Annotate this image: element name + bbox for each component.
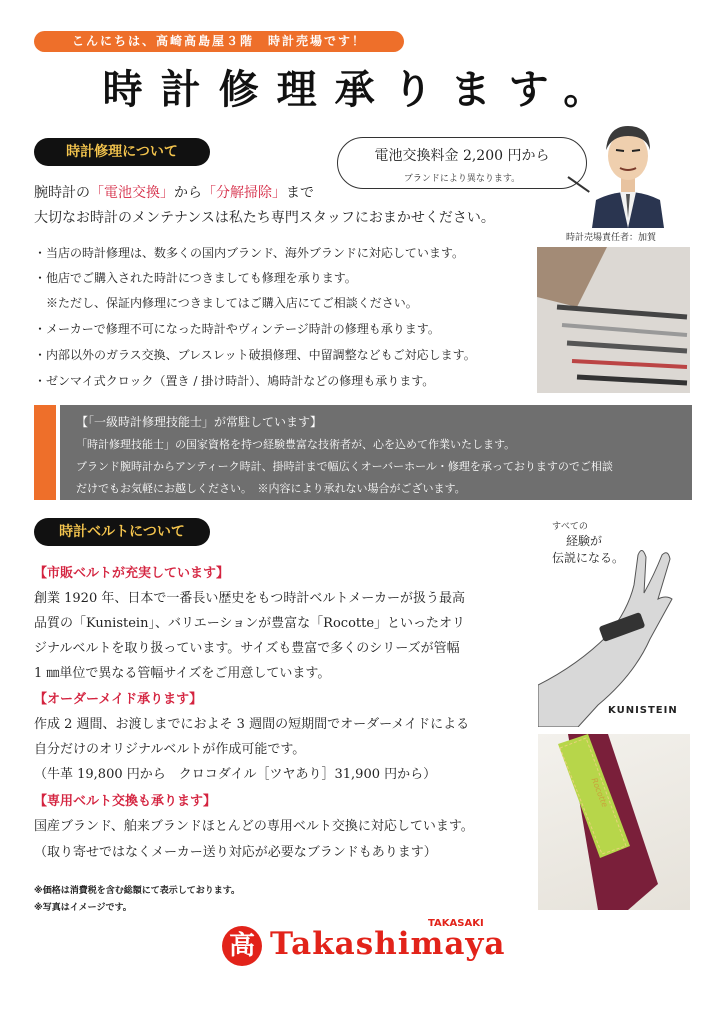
belt-text: 1 ㎜単位で異なる管幅サイズをご用意しています。 (34, 666, 331, 681)
kunistein-ad-photo (538, 515, 690, 727)
battery-highlight: 「電池交換」 (90, 185, 174, 201)
takashimaya-logo (222, 918, 512, 974)
repair-bullet: ・内部以外のガラス交換、ブレスレット破損修理、中留調整などもご対応します。 (34, 348, 476, 362)
repair-bullet: ・メーカーで修理不可になった時計やヴィンテージ時計の修理も承ります。 (34, 322, 440, 336)
greeting-banner: こんにちは、高崎高島屋３階 時計売場です！ (34, 31, 404, 52)
belt-price-text: （牛革 19,800 円から クロコダイル［ツヤあり］31,900 円から） (34, 767, 437, 782)
manager-caption: 時計売場責任者：加賀 (566, 233, 657, 243)
kunistein-logo: KUNISTEIN (608, 705, 678, 716)
takashimaya-mark-icon: 高 (222, 926, 262, 966)
ad-copy: すべての (552, 522, 588, 532)
ad-copy: 伝説になる。 (552, 551, 625, 565)
belt-text: 品質の「Kunistein」、バリエーションが豊富な「Rocotte」といったオリ (34, 616, 466, 631)
repair-bullet: ・他店でご購入された時計につきましても修理を承ります。 (34, 271, 357, 285)
hand-illustration (538, 515, 690, 727)
belt-text: 作成 2 週間、お渡しまでにおよそ 3 週間の短期間でオーダーメイドによる (34, 717, 470, 732)
notice-line: ブランド腕時計からアンティーク時計、掛時計まで幅広くオーバーホール・修理を承っておりますのでご相談 (76, 460, 613, 473)
footnote: ※価格は消費税を含む総額にて表示しております。 (34, 886, 241, 896)
takasaki-label: TAKASAKI (428, 918, 484, 929)
footnote: ※写真はイメージです。 (34, 903, 132, 913)
notice-accent-bar (34, 405, 56, 500)
price-note: ブランドにより異なります。 (403, 174, 521, 184)
strap-illustration (538, 734, 690, 910)
manager-caricature-image (590, 118, 666, 228)
belt-subheading-dedicated: 【専用ベルト交換も承ります】 (34, 794, 217, 809)
notice-box (60, 405, 692, 500)
belt-subheading-retail: 【市販ベルトが充実しています】 (34, 566, 230, 581)
belt-text: （取り寄せではなくメーカー送り対応が必要なブランドもあります） (34, 845, 437, 860)
belt-text: 自分だけのオリジナルベルトが作成可能です。 (34, 742, 306, 757)
belt-subheading-custom: 【オーダーメイド承ります】 (34, 692, 203, 707)
intro-text: 腕時計の (34, 185, 90, 201)
repair-tools-photo (537, 247, 690, 393)
battery-price: 電池交換料金 2,200 円から (374, 148, 550, 164)
rocotte-strap-photo (538, 734, 690, 910)
belt-text: 国産ブランド、舶来ブランドほとんどの専用ベルト交換に対応しています。 (34, 819, 474, 834)
repair-bullet: ・ゼンマイ式クロック（置き / 掛け時計）、鳩時計などの修理も承ります。 (34, 374, 435, 388)
belt-text: 創業 1920 年、日本で一番長い歴史をもつ時計ベルトメーカーが扱う最高 (34, 591, 465, 606)
belt-text: ジナルベルトを取り扱っています。サイズも豊富で多くのシリーズが管幅 (34, 641, 460, 656)
notice-line: 「時計修理技能士」の国家資格を持つ経験豊富な技術者が、心を込めて作業いたします。 (76, 438, 516, 451)
repair-section-badge: 時計修理について (34, 138, 210, 166)
repair-bullet: ・当店の時計修理は、数多くの国内ブランド、海外ブランドに対応しています。 (34, 246, 464, 260)
takashimaya-wordmark: Takashimaya (270, 926, 506, 962)
price-speech-bubble (337, 137, 587, 189)
page-title: 時計修理承ります。 (102, 66, 622, 113)
intro-line-2: 大切なお時計のメンテナンスは私たち専門スタッフにおまかせください。 (34, 210, 495, 226)
rocotte-logo: Rocotte (589, 776, 610, 809)
intro-line-1 (34, 182, 314, 202)
intro-text: から (174, 185, 202, 201)
notice-line: だけでもお気軽にお越しください。 ※内容により承れない場合がございます。 (76, 482, 466, 495)
overhaul-highlight: 「分解掃除」 (202, 185, 286, 201)
intro-text: まで (286, 185, 314, 201)
repair-bullet-note: ※ただし、保証内修理につきましてはご購入店にてご相談ください。 (34, 296, 418, 310)
ad-copy: 経験が (566, 534, 603, 548)
notice-heading: 【「一級時計修理技能士」が常駐しています】 (76, 415, 323, 429)
belt-section-badge: 時計ベルトについて (34, 518, 210, 546)
